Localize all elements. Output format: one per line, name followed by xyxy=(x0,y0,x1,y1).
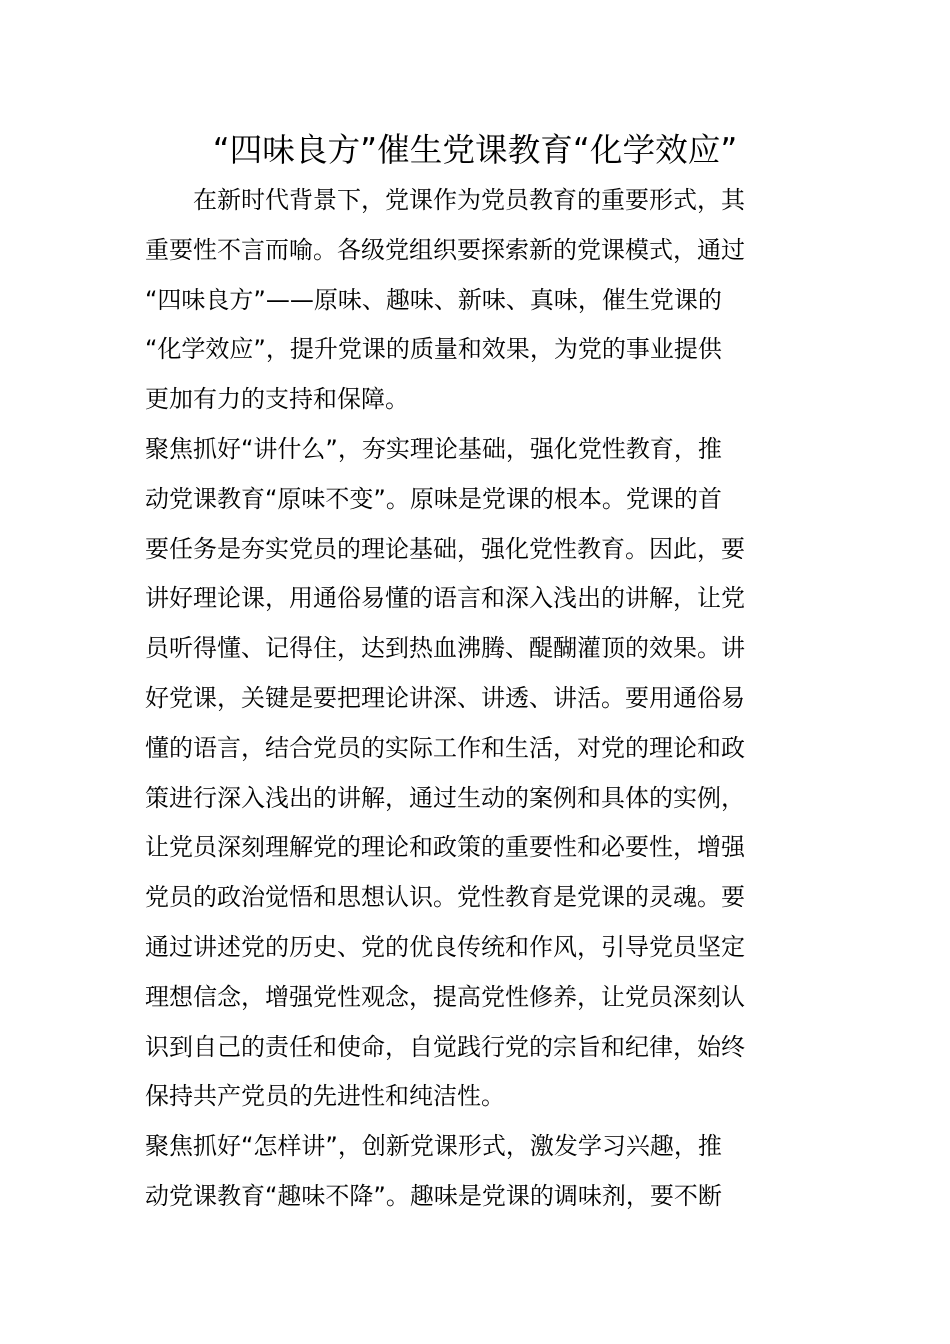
body-line: “化学效应”，提升党课的质量和效果，为党的事业提供 xyxy=(145,335,722,364)
body-line: 在新时代背景下，党课作为党员教育的重要形式，其 xyxy=(145,186,745,214)
body-line: 理想信念，增强党性观念，提高党性修养，让党员深刻认 xyxy=(145,982,745,1011)
document-title: “四味良方”催生党课教育“化学效应” xyxy=(212,131,738,169)
body-line: 保持共产党员的先进性和纯洁性。 xyxy=(145,1082,505,1111)
body-line: 聚焦抓好“怎样讲”，创新党课形式，激发学习兴趣，推 xyxy=(145,1132,722,1161)
body-line: 动党课教育“趣味不降”。趣味是党课的调味剂，要不断 xyxy=(145,1181,722,1210)
body-line: 让党员深刻理解党的理论和政策的重要性和必要性，增强 xyxy=(145,833,745,862)
body-line: 聚焦抓好“讲什么”，夯实理论基础，强化党性教育，推 xyxy=(145,434,722,463)
body-line: 党员的政治觉悟和思想认识。党性教育是党课的灵魂。要 xyxy=(145,883,745,912)
body-line: 更加有力的支持和保障。 xyxy=(145,385,409,414)
body-line: 通过讲述党的历史、党的优良传统和作风，引导党员坚定 xyxy=(145,932,745,961)
document-body xyxy=(145,176,811,1222)
body-line: 要任务是夯实党员的理论基础，强化党性教育。因此，要 xyxy=(145,534,745,563)
body-line: 策进行深入浅出的讲解，通过生动的案例和具体的实例， xyxy=(145,783,745,812)
body-line: 识到自己的责任和使命，自觉践行党的宗旨和纪律，始终 xyxy=(145,1032,745,1061)
body-line: 讲好理论课，用通俗易懂的语言和深入浅出的讲解，让党 xyxy=(145,584,745,613)
body-line: “四味良方”——原味、趣味、新味、真味，催生党课的 xyxy=(145,285,722,314)
body-line: 员听得懂、记得住，达到热血沸腾、醍醐灌顶的效果。讲 xyxy=(145,634,745,663)
body-line: 重要性不言而喻。各级党组织要探索新的党课模式，通过 xyxy=(145,235,745,264)
body-line: 懂的语言，结合党员的实际工作和生活，对党的理论和政 xyxy=(145,733,745,762)
body-line: 动党课教育“原味不变”。原味是党课的根本。党课的首 xyxy=(145,484,722,513)
body-line: 好党课，关键是要把理论讲深、讲透、讲活。要用通俗易 xyxy=(145,683,745,712)
